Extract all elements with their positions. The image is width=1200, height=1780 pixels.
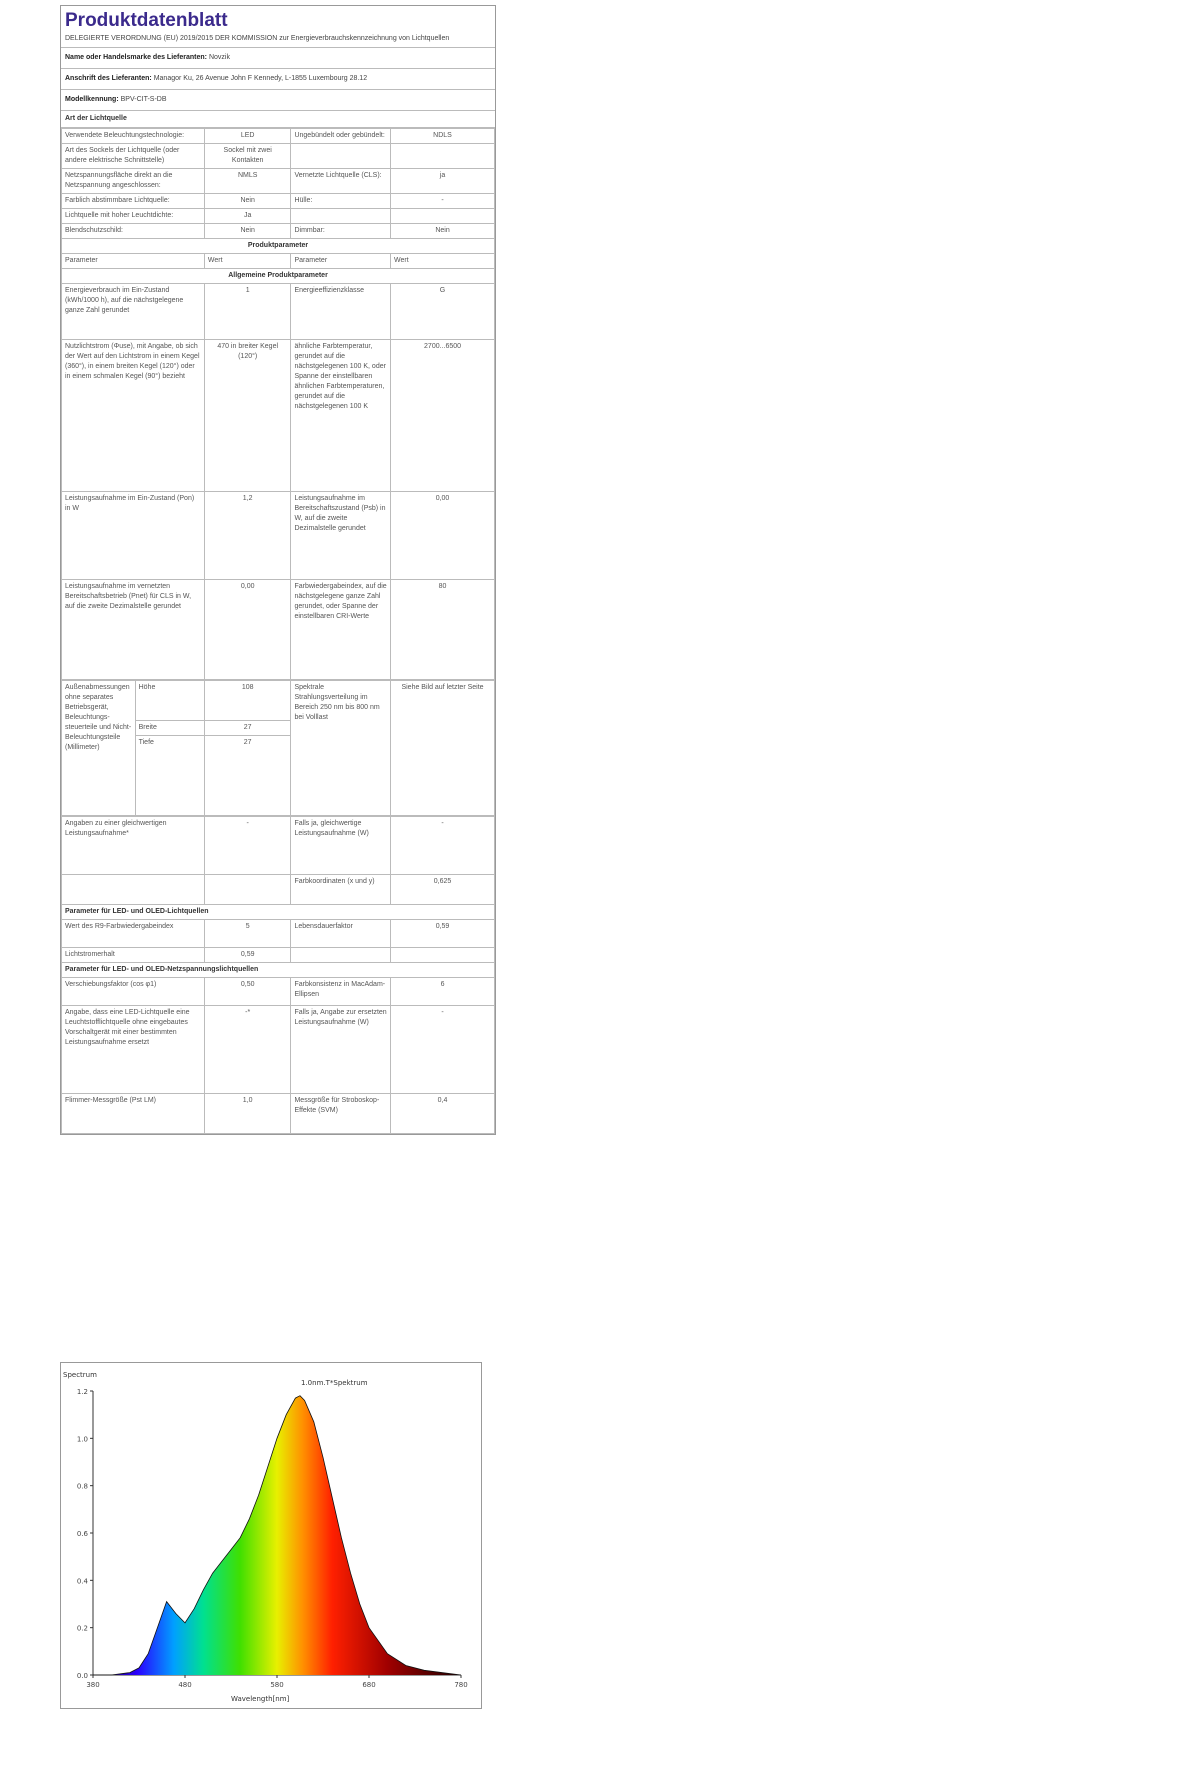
spectrum-chart	[60, 1362, 482, 1709]
cell-label: Hülle:	[291, 194, 391, 209]
y-tick-label: 0.4	[76, 1577, 88, 1586]
cell-label: Nutzlichtstrom (Φuse), mit Angabe, ob sich der Wert auf den Lichtstrom in einem Kegel (360°), in einem breiten Kegel (120°) oder in einem schmalen Kegel (90°) bezieht	[62, 340, 205, 492]
table-row	[62, 875, 495, 905]
table-row	[62, 209, 495, 224]
y-tick-label: 0.0	[76, 1672, 88, 1680]
table-row	[62, 492, 495, 580]
cell-label: Art des Sockels der Lichtquelle (oder andere elektrische Schnittstelle)	[62, 144, 205, 169]
cell-label: Verschiebungsfaktor (cos φ1)	[62, 978, 205, 1006]
column-header: Parameter	[62, 254, 205, 269]
general-params-heading: Allgemeine Produktparameter	[62, 269, 495, 284]
cell-label: Angabe, dass eine LED-Lichtquelle eine Leuchtstofflichtquelle ohne eingebautes Vorschaltgerät mit einer bestimmten Leistungsaufnahme ersetzt	[62, 1006, 205, 1094]
cell-value: Ja	[204, 209, 291, 224]
supplier-line	[61, 48, 495, 69]
cell-label: Energieeffizienzklasse	[291, 284, 391, 340]
cell-value: 2700...6500	[391, 340, 495, 492]
cell-label	[62, 875, 205, 905]
cell-value: NMLS	[204, 169, 291, 194]
chart-title: 1.0nm.T*Spektrum	[301, 1379, 368, 1387]
address-label: Anschrift des Lieferanten:	[65, 75, 152, 82]
dimension-value: 27	[204, 721, 291, 736]
table-row	[62, 340, 495, 492]
cell-label: Vernetzte Lichtquelle (CLS):	[291, 169, 391, 194]
cell-label: ähnliche Farbtemperatur, gerundet auf die nächstgelegenen 100 K, oder Spanne der einstellbaren ähnlichen Farbtemperaturen, gerundet auf die nächstgelegenen 100 K	[291, 340, 391, 492]
cell-value: 470 in breiter Kegel (120°)	[204, 340, 291, 492]
dimensions-label: Außenabmessungen ohne separates Betriebsgerät, Beleuchtungs-steuerteile und Nicht-Beleuchtungsteile (Millimeter)	[62, 681, 136, 816]
table-row	[62, 129, 495, 144]
table-row	[62, 144, 495, 169]
datasheet	[60, 5, 496, 1135]
cell-value	[391, 209, 495, 224]
plot-area	[77, 1388, 468, 1689]
table-row	[62, 920, 495, 948]
cell-label: Lichtstromerhalt	[62, 948, 205, 963]
cell-label: Lebensdauerfaktor	[291, 920, 391, 948]
cell-label: Lichtquelle mit hoher Leuchtdichte:	[62, 209, 205, 224]
address-line	[61, 69, 495, 90]
cell-value: Nein	[204, 194, 291, 209]
cell-value: -	[391, 1006, 495, 1094]
cell-label: Messgröße für Stroboskop-Effekte (SVM)	[291, 1094, 391, 1134]
cell-label: Flimmer-Messgröße (Pst LM)	[62, 1094, 205, 1134]
regulation-text: DELEGIERTE VERORDNUNG (EU) 2019/2015 DER KOMMISSION zur Energieverbrauchskennzeichnung von Lichtquellen	[61, 34, 495, 48]
cell-value: -	[391, 194, 495, 209]
dimension-value: 108	[204, 681, 291, 721]
led-mains-heading: Parameter für LED- und OLED-Netzspannungslichtquellen	[62, 963, 495, 978]
cell-label: Angaben zu einer gleichwertigen Leistungsaufnahme*	[62, 817, 205, 875]
table-row	[62, 1094, 495, 1134]
cell-value: 0,00	[204, 580, 291, 680]
cell-value: 80	[391, 580, 495, 680]
cell-value: Nein	[204, 224, 291, 239]
supplier-value: Novzik	[208, 54, 230, 61]
x-tick-label: 580	[270, 1681, 284, 1689]
column-header: Wert	[391, 254, 495, 269]
address-value: Managor Ku, 26 Avenue John F Kennedy, L-1855 Luxembourg 28.12	[153, 75, 368, 82]
y-tick-label: 0.2	[76, 1624, 88, 1633]
cell-value	[391, 144, 495, 169]
cell-label: Farbwiedergabeindex, auf die nächstgelegene ganze Zahl gerundet, oder Spanne der einstellbaren CRI-Werte	[291, 580, 391, 680]
cell-label: Ungebündelt oder gebündelt:	[291, 129, 391, 144]
table-row	[62, 817, 495, 875]
cell-label: Energieverbrauch im Ein-Zustand (kWh/1000 h), auf die nächstgelegene ganze Zahl gerundet	[62, 284, 205, 340]
table-row	[62, 1006, 495, 1094]
cell-value: 0,4	[391, 1094, 495, 1134]
cell-value: 6	[391, 978, 495, 1006]
cell-value: ja	[391, 169, 495, 194]
table-row	[62, 169, 495, 194]
dimension-key: Höhe	[135, 681, 204, 721]
x-tick-label: 380	[86, 1681, 100, 1689]
cell-label: Farbkoordinaten (x und y)	[291, 875, 391, 905]
source-type-table	[61, 128, 495, 680]
cell-value: 1	[204, 284, 291, 340]
page-title: Produktdatenblatt	[65, 10, 228, 31]
column-header: Wert	[204, 254, 291, 269]
cell-label	[291, 948, 391, 963]
table-row	[62, 224, 495, 239]
cell-label: Farbkonsistenz in MacAdam-Ellipsen	[291, 978, 391, 1006]
dimensions-table	[61, 680, 495, 816]
section-row	[62, 239, 495, 254]
cell-value: LED	[204, 129, 291, 144]
cell-value: 0,50	[204, 978, 291, 1006]
table-row	[62, 978, 495, 1006]
cell-value: 0,625	[391, 875, 495, 905]
cell-value: 1,0	[204, 1094, 291, 1134]
cell-label: Netzspannungsfläche direkt an die Netzspannung angeschlossen:	[62, 169, 205, 194]
spectrum-svg	[61, 1363, 481, 1708]
section-row	[62, 905, 495, 920]
table-row	[62, 580, 495, 680]
y-tick-label: 0.6	[76, 1530, 88, 1538]
x-tick-label: 780	[454, 1681, 468, 1689]
cell-value: 5	[204, 920, 291, 948]
cell-value: -	[204, 817, 291, 875]
model-value: BPV-CIT-S-DB	[120, 96, 167, 103]
header-row	[62, 254, 495, 269]
y-tick-label: 0.8	[76, 1482, 88, 1491]
section-row	[62, 269, 495, 284]
cell-label: Wert des R9-Farbwiedergabeindex	[62, 920, 205, 948]
model-line	[61, 90, 495, 111]
y-axis-label: Spectrum	[63, 1371, 97, 1379]
table-row	[62, 681, 495, 721]
cell-value: G	[391, 284, 495, 340]
cell-value: 1,2	[204, 492, 291, 580]
cell-label: Falls ja, gleichwertige Leistungsaufnahme (W)	[291, 817, 391, 875]
cell-label: Falls ja, Angabe zur ersetzten Leistungsaufnahme (W)	[291, 1006, 391, 1094]
product-params-heading: Produktparameter	[62, 239, 495, 254]
cell-label: Verwendete Beleuchtungstechnologie:	[62, 129, 205, 144]
y-tick-label: 1.0	[76, 1435, 88, 1444]
table-row	[62, 194, 495, 209]
cell-value: -	[391, 817, 495, 875]
table-row	[62, 948, 495, 963]
cell-value: NDLS	[391, 129, 495, 144]
column-header: Parameter	[291, 254, 391, 269]
cell-value: Nein	[391, 224, 495, 239]
section-row	[62, 963, 495, 978]
cell-value: Sockel mit zwei Kontakten	[204, 144, 291, 169]
cell-label: Blendschutzschild:	[62, 224, 205, 239]
cell-label: Leistungsaufnahme im Bereitschaftszustand (Psb) in W, auf die zweite Dezimalstelle gerundet	[291, 492, 391, 580]
supplier-label: Name oder Handelsmarke des Lieferanten:	[65, 54, 207, 61]
dimension-key: Tiefe	[135, 736, 204, 816]
cell-value	[204, 875, 291, 905]
cell-label: Farblich abstimmbare Lichtquelle:	[62, 194, 205, 209]
x-tick-label: 680	[362, 1681, 376, 1689]
dimension-value: 27	[204, 736, 291, 816]
cell-value: Siehe Bild auf letzter Seite	[391, 681, 495, 816]
cell-value: 0,59	[204, 948, 291, 963]
cell-label: Leistungsaufnahme im vernetzten Bereitschaftsbetrieb (Pnet) für CLS in W, auf die zweite Dezimalstelle gerundet	[62, 580, 205, 680]
cell-value	[391, 948, 495, 963]
cell-label	[291, 144, 391, 169]
model-label: Modellkennung:	[65, 96, 119, 103]
cell-label: Leistungsaufnahme im Ein-Zustand (Pon) in W	[62, 492, 205, 580]
x-tick-label: 480	[178, 1681, 192, 1689]
cell-value: 0,00	[391, 492, 495, 580]
y-tick-label: 1.2	[76, 1388, 88, 1396]
cell-value: -*	[204, 1006, 291, 1094]
led-params-heading: Parameter für LED- und OLED-Lichtquellen	[62, 905, 495, 920]
source-type-heading: Art der Lichtquelle	[61, 111, 495, 128]
cell-label: Dimmbar:	[291, 224, 391, 239]
cell-label: Spektrale Strahlungsverteilung im Bereich 250 nm bis 800 nm bei Volllast	[291, 681, 391, 816]
table-row	[62, 284, 495, 340]
equivalent-table	[61, 816, 495, 1134]
cell-label	[291, 209, 391, 224]
x-axis-label: Wavelength[nm]	[231, 1695, 290, 1703]
cell-value: 0,59	[391, 920, 495, 948]
dimension-key: Breite	[135, 721, 204, 736]
